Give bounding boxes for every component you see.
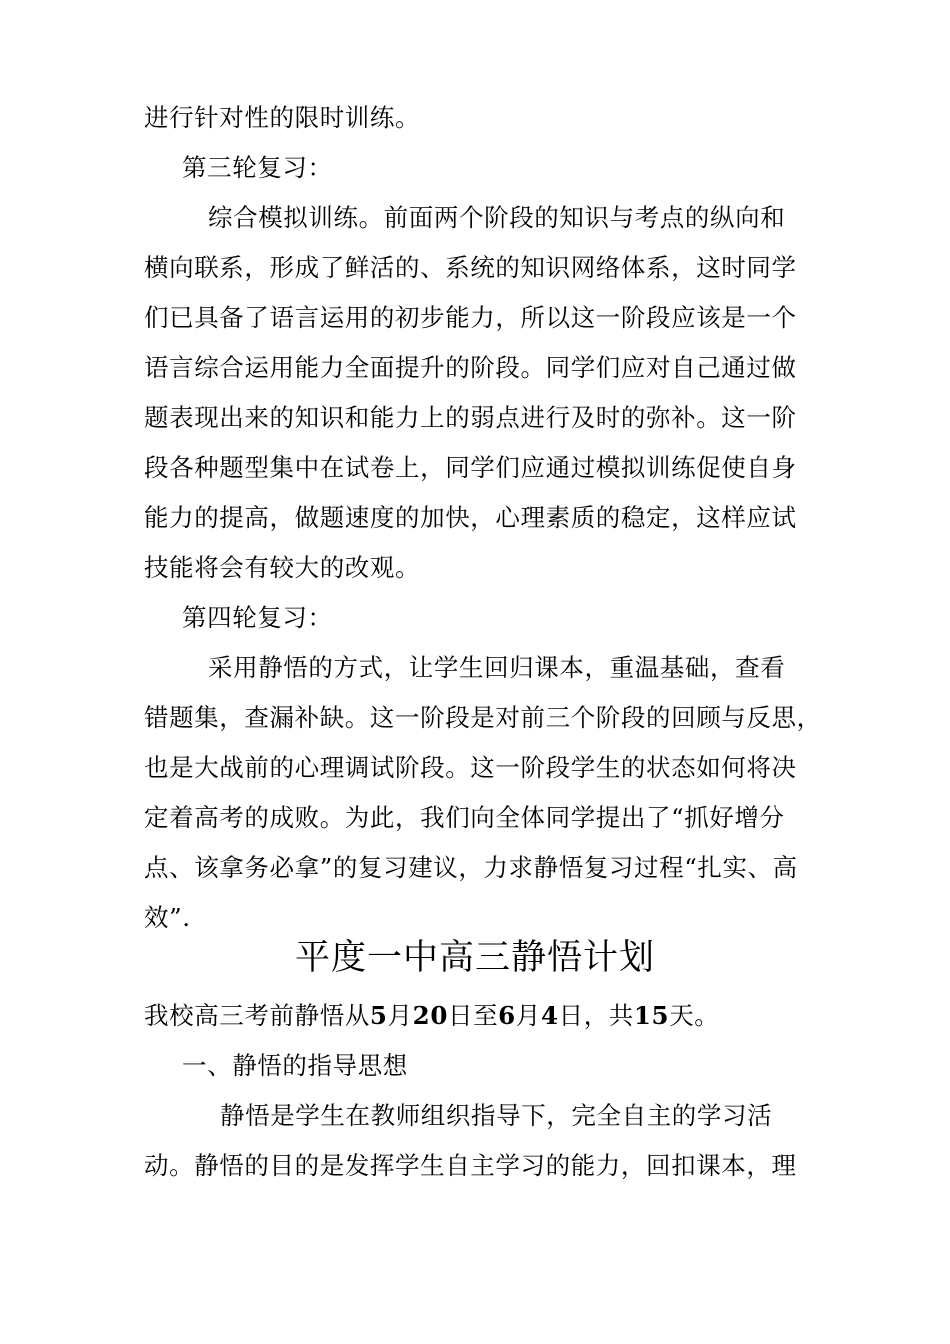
start-day: 20	[412, 1001, 448, 1030]
text-line: 们已具备了语言运用的初步能力，所以这一阶段应该是一个	[144, 303, 797, 332]
text-line: 效”.	[144, 903, 191, 932]
intro-text: 天。	[669, 1001, 720, 1030]
text-line: 段各种题型集中在试卷上，同学们应通过模拟训练促使自身	[144, 453, 797, 482]
text-line: 动。静悟的目的是发挥学生自主学习的能力，回扣课本，理	[144, 1151, 797, 1180]
intro-text: 日，共	[558, 1001, 634, 1030]
intro-text: 我校高三考前静悟从	[144, 1001, 370, 1030]
text-line: 能力的提高，做题速度的加快，心理素质的稳定，这样应试	[144, 503, 797, 532]
section-heading: 一、静悟的指导思想	[182, 1051, 408, 1080]
review-plan-text	[144, 93, 822, 943]
text-line: 语言综合运用能力全面提升的阶段。同学们应对自己通过做	[144, 353, 797, 382]
text-line: 综合模拟训练。前面两个阶段的知识与考点的纵向和	[208, 203, 786, 232]
total-days: 15	[633, 1001, 670, 1030]
text-line: 技能将会有较大的改观。	[144, 553, 421, 582]
intro-text: 月	[387, 1001, 413, 1030]
intro-line	[144, 991, 812, 1041]
text-line: 也是大战前的心理调试阶段。这一阶段学生的状态如何将决	[144, 753, 797, 782]
text-line: 横向联系，形成了鲜活的、系统的知识网络体系，这时同学	[144, 253, 797, 282]
end-day: 4	[540, 1001, 559, 1030]
document-title: 平度一中高三静悟计划	[294, 938, 655, 978]
round-four-heading: 第四轮复习：	[182, 603, 333, 632]
text-line: 静悟是学生在教师组织指导下，完全自主的学习活	[220, 1101, 773, 1130]
round-three-heading: 第三轮复习：	[182, 153, 333, 182]
intro-text: 日至	[447, 1001, 499, 1030]
start-month: 5	[369, 1001, 388, 1030]
intro-text: 月	[515, 1001, 541, 1030]
plan-intro	[144, 991, 812, 1191]
end-month: 6	[498, 1001, 516, 1030]
text-line: 错题集，查漏补缺。这一阶段是对前三个阶段的回顾与反思，	[144, 703, 822, 732]
text-line: 点、该拿务必拿”的复习建议，力求静悟复习过程“扎实、高	[144, 853, 798, 882]
text-line: 定着高考的成败。为此，我们向全体同学提出了“抓好增分	[144, 803, 785, 832]
text-line: 题表现出来的知识和能力上的弱点进行及时的弥补。这一阶	[144, 403, 797, 432]
text-line: 采用静悟的方式，让学生回归课本，重温基础，查看	[208, 653, 786, 682]
text-line: 进行针对性的限时训练。	[144, 103, 421, 132]
